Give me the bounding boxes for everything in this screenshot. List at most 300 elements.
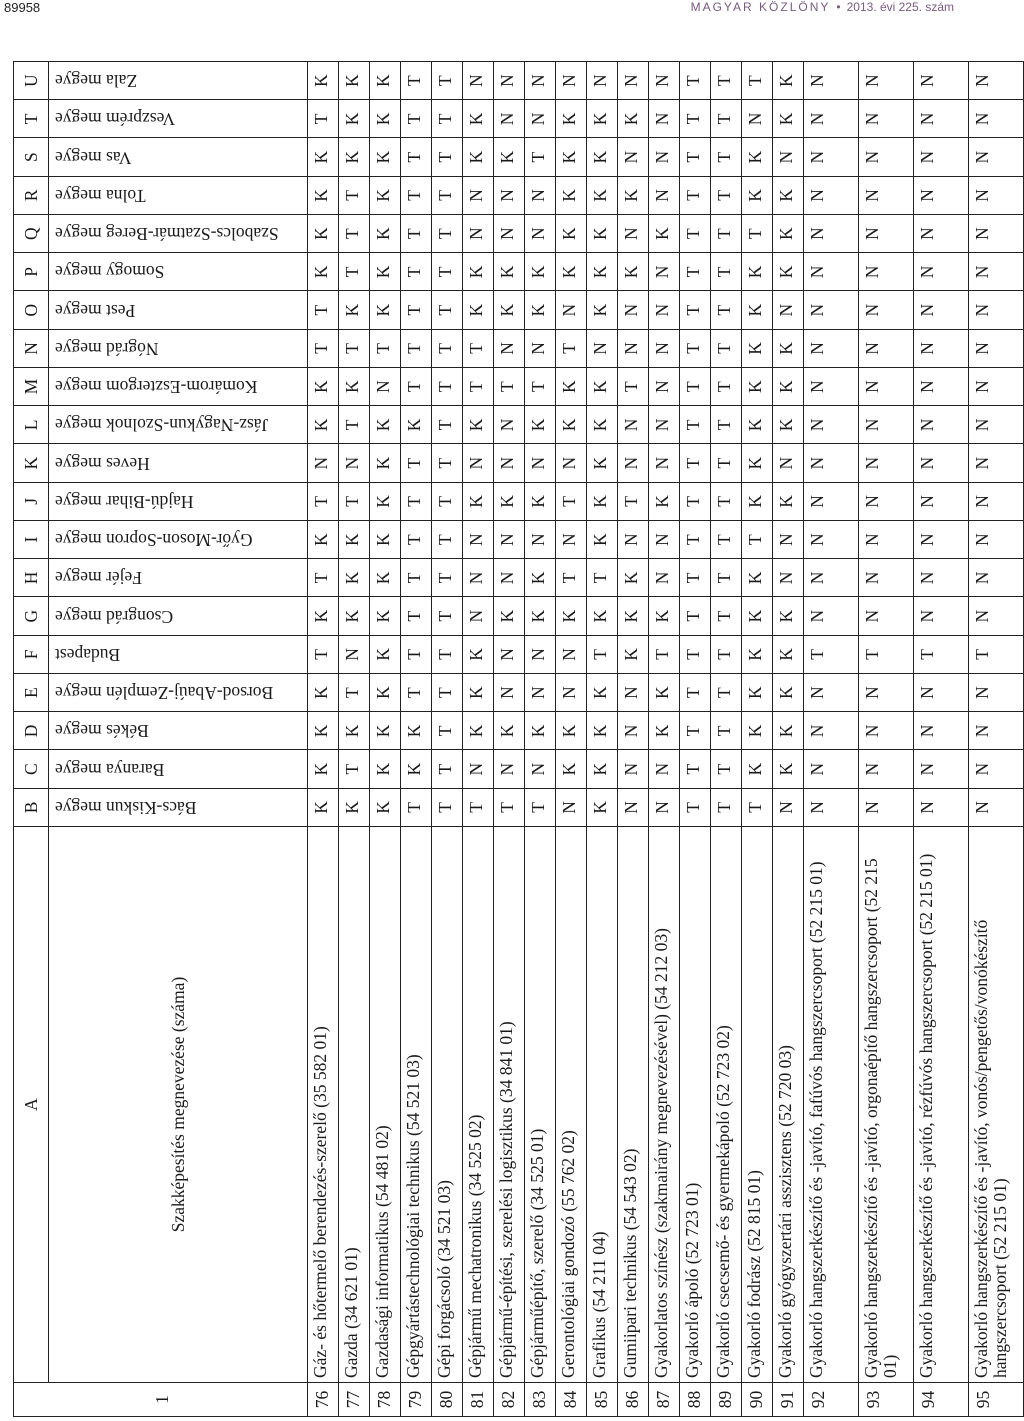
status-cell: N bbox=[463, 521, 494, 559]
county-name: Pest megye bbox=[55, 300, 136, 321]
table-row bbox=[649, 62, 680, 1417]
county-header bbox=[49, 521, 308, 559]
status-cell: T bbox=[401, 138, 432, 176]
county-name: Bács-Kiskun megye bbox=[55, 797, 197, 818]
county-name: Csongrád megye bbox=[55, 606, 174, 627]
status-cell: K bbox=[742, 750, 773, 788]
status-cell: N bbox=[804, 788, 859, 826]
county-name: Zala megye bbox=[55, 71, 138, 92]
status-cell: K bbox=[649, 215, 680, 253]
column-letter: C bbox=[14, 750, 49, 788]
status-cell: N bbox=[525, 635, 556, 673]
status-cell: T bbox=[914, 635, 969, 673]
journal-name: MAGYAR KÖZLÖNY bbox=[690, 0, 831, 14]
status-cell: T bbox=[711, 329, 742, 367]
status-cell: T bbox=[711, 559, 742, 597]
status-cell: T bbox=[711, 788, 742, 826]
column-letter: P bbox=[14, 253, 49, 291]
status-cell: N bbox=[859, 215, 914, 253]
status-cell: K bbox=[308, 788, 339, 826]
status-cell: N bbox=[463, 750, 494, 788]
status-cell: T bbox=[680, 253, 711, 291]
qualification-name: Gépjárműépítő, szerelő (34 525 01) bbox=[525, 827, 556, 1383]
table-row bbox=[339, 62, 370, 1417]
status-cell: N bbox=[525, 750, 556, 788]
status-cell: K bbox=[773, 100, 804, 138]
status-cell: K bbox=[773, 215, 804, 253]
status-cell: T bbox=[587, 635, 618, 673]
status-cell: N bbox=[494, 635, 525, 673]
status-cell: K bbox=[649, 674, 680, 712]
status-cell: T bbox=[711, 674, 742, 712]
county-header bbox=[49, 329, 308, 367]
status-cell: N bbox=[463, 559, 494, 597]
issue-label: 2013. évi 225. szám bbox=[846, 0, 954, 14]
county-name: Vas megye bbox=[55, 147, 132, 168]
status-cell: N bbox=[649, 100, 680, 138]
table-row bbox=[859, 62, 914, 1417]
status-cell: K bbox=[587, 482, 618, 520]
status-cell: N bbox=[742, 100, 773, 138]
county-header bbox=[49, 368, 308, 406]
status-cell: K bbox=[370, 635, 401, 673]
status-cell: N bbox=[969, 559, 1024, 597]
county-name: Somogy megye bbox=[55, 262, 165, 283]
table-row bbox=[587, 62, 618, 1417]
status-cell: N bbox=[525, 62, 556, 100]
status-cell: N bbox=[859, 368, 914, 406]
status-cell: N bbox=[969, 674, 1024, 712]
column-letter: D bbox=[14, 712, 49, 750]
status-cell: K bbox=[556, 138, 587, 176]
status-cell: N bbox=[914, 291, 969, 329]
status-cell: N bbox=[804, 138, 859, 176]
status-cell: N bbox=[618, 62, 649, 100]
column-letter: E bbox=[14, 674, 49, 712]
status-cell: T bbox=[401, 253, 432, 291]
status-cell: T bbox=[711, 138, 742, 176]
status-cell: N bbox=[649, 62, 680, 100]
status-cell: N bbox=[914, 138, 969, 176]
status-cell: N bbox=[308, 444, 339, 482]
status-cell: N bbox=[969, 291, 1024, 329]
qualification-name-header: Szakképesítés megnevezése (száma) bbox=[49, 827, 308, 1383]
status-cell: K bbox=[587, 291, 618, 329]
county-name: Budapest bbox=[55, 644, 121, 665]
status-cell: N bbox=[914, 482, 969, 520]
status-cell: K bbox=[587, 444, 618, 482]
status-cell: T bbox=[711, 291, 742, 329]
column-letter: O bbox=[14, 291, 49, 329]
table-row bbox=[742, 62, 773, 1417]
status-cell: T bbox=[711, 444, 742, 482]
status-cell: N bbox=[494, 444, 525, 482]
status-cell: T bbox=[711, 635, 742, 673]
row-number: 80 bbox=[432, 1383, 463, 1417]
status-cell: K bbox=[308, 712, 339, 750]
status-cell: T bbox=[432, 521, 463, 559]
qualification-name: Gyakorló gyógyszertári asszisztens (52 720 03) bbox=[773, 827, 804, 1383]
status-cell: N bbox=[556, 62, 587, 100]
status-cell: K bbox=[773, 329, 804, 367]
status-cell: K bbox=[401, 750, 432, 788]
status-cell: T bbox=[711, 253, 742, 291]
status-cell: T bbox=[711, 482, 742, 520]
status-cell: N bbox=[804, 482, 859, 520]
status-cell: T bbox=[339, 329, 370, 367]
status-cell: N bbox=[773, 521, 804, 559]
column-letter: R bbox=[14, 176, 49, 214]
qualification-name: Gépjármű mechatronikus (34 525 02) bbox=[463, 827, 494, 1383]
status-cell: N bbox=[804, 291, 859, 329]
row-number: 86 bbox=[618, 1383, 649, 1417]
qualification-name: Gépgyártástechnológiai technikus (54 521 03) bbox=[401, 827, 432, 1383]
status-cell: N bbox=[649, 329, 680, 367]
county-header bbox=[49, 482, 308, 520]
status-cell: N bbox=[618, 329, 649, 367]
status-cell: K bbox=[773, 712, 804, 750]
status-cell: K bbox=[587, 100, 618, 138]
status-cell: T bbox=[680, 444, 711, 482]
status-cell: T bbox=[339, 215, 370, 253]
county-header bbox=[49, 406, 308, 444]
status-cell: N bbox=[463, 176, 494, 214]
status-cell: N bbox=[525, 329, 556, 367]
status-cell: T bbox=[370, 329, 401, 367]
qualification-name: Gyakorló ápoló (52 723 01) bbox=[680, 827, 711, 1383]
status-cell: N bbox=[914, 100, 969, 138]
status-cell: T bbox=[401, 521, 432, 559]
county-name: Békés megye bbox=[55, 721, 149, 742]
status-cell: N bbox=[914, 788, 969, 826]
status-cell: N bbox=[556, 291, 587, 329]
status-cell: K bbox=[308, 176, 339, 214]
table-row bbox=[308, 62, 339, 1417]
county-name: Borsod-Abaúj-Zemplén megye bbox=[55, 683, 274, 704]
qualification-name: Gépi forgácsoló (34 521 03) bbox=[432, 827, 463, 1383]
column-letter: I bbox=[14, 521, 49, 559]
qualification-name: Gyakorló fodrász (52 815 01) bbox=[742, 827, 773, 1383]
county-name: Veszprém megye bbox=[55, 109, 176, 130]
status-cell: N bbox=[969, 138, 1024, 176]
county-header bbox=[49, 253, 308, 291]
status-cell: K bbox=[370, 100, 401, 138]
status-cell: K bbox=[308, 62, 339, 100]
row-number: 85 bbox=[587, 1383, 618, 1417]
qualification-name: Grafikus (54 211 04) bbox=[587, 827, 618, 1383]
status-cell: N bbox=[494, 559, 525, 597]
status-cell: T bbox=[463, 368, 494, 406]
county-name: Győr-Moson-Sopron megye bbox=[55, 530, 253, 551]
status-cell: T bbox=[432, 559, 463, 597]
status-cell: T bbox=[680, 712, 711, 750]
status-cell: K bbox=[339, 291, 370, 329]
status-cell: N bbox=[525, 444, 556, 482]
status-cell: K bbox=[370, 788, 401, 826]
status-cell: N bbox=[914, 559, 969, 597]
status-cell: T bbox=[463, 329, 494, 367]
status-cell: N bbox=[804, 712, 859, 750]
status-cell: T bbox=[680, 674, 711, 712]
status-cell: T bbox=[804, 635, 859, 673]
status-cell: N bbox=[969, 253, 1024, 291]
row-number: 89 bbox=[711, 1383, 742, 1417]
row-number: 90 bbox=[742, 1383, 773, 1417]
status-cell: K bbox=[308, 674, 339, 712]
status-cell: K bbox=[587, 138, 618, 176]
status-cell: K bbox=[618, 635, 649, 673]
status-cell: N bbox=[859, 788, 914, 826]
status-cell: T bbox=[711, 215, 742, 253]
status-cell: K bbox=[587, 521, 618, 559]
row-number: 88 bbox=[680, 1383, 711, 1417]
status-cell: K bbox=[463, 100, 494, 138]
status-cell: N bbox=[914, 674, 969, 712]
status-cell: N bbox=[914, 253, 969, 291]
status-cell: N bbox=[914, 521, 969, 559]
status-cell: K bbox=[339, 597, 370, 635]
status-cell: K bbox=[339, 712, 370, 750]
status-cell: K bbox=[370, 597, 401, 635]
status-cell: K bbox=[556, 215, 587, 253]
status-cell: N bbox=[804, 368, 859, 406]
row-number: 87 bbox=[649, 1383, 680, 1417]
status-cell: T bbox=[742, 521, 773, 559]
status-cell: K bbox=[556, 597, 587, 635]
status-cell: N bbox=[370, 368, 401, 406]
status-cell: T bbox=[308, 100, 339, 138]
county-header bbox=[49, 788, 308, 826]
status-cell: N bbox=[969, 597, 1024, 635]
status-cell: N bbox=[804, 674, 859, 712]
county-name: Nógrád megye bbox=[55, 338, 159, 359]
status-cell: K bbox=[742, 406, 773, 444]
status-cell: N bbox=[914, 597, 969, 635]
status-cell: K bbox=[463, 406, 494, 444]
status-cell: K bbox=[587, 406, 618, 444]
status-cell: N bbox=[914, 712, 969, 750]
row-number: 91 bbox=[773, 1383, 804, 1417]
rotated-table-container bbox=[13, 62, 1010, 1417]
county-header bbox=[49, 750, 308, 788]
status-cell: K bbox=[618, 253, 649, 291]
status-cell: N bbox=[339, 444, 370, 482]
column-letter: S bbox=[14, 138, 49, 176]
county-name: Heves megye bbox=[55, 453, 150, 474]
status-cell: K bbox=[339, 559, 370, 597]
qualification-table bbox=[13, 61, 1024, 1417]
status-cell: T bbox=[401, 176, 432, 214]
status-cell: K bbox=[339, 138, 370, 176]
status-cell: T bbox=[432, 597, 463, 635]
status-cell: N bbox=[859, 482, 914, 520]
status-cell: T bbox=[432, 788, 463, 826]
table-row bbox=[401, 62, 432, 1417]
status-cell: N bbox=[494, 100, 525, 138]
status-cell: K bbox=[308, 750, 339, 788]
status-cell: T bbox=[680, 750, 711, 788]
status-cell: N bbox=[804, 597, 859, 635]
status-cell: T bbox=[556, 329, 587, 367]
status-cell: K bbox=[773, 482, 804, 520]
status-cell: K bbox=[773, 368, 804, 406]
status-cell: K bbox=[587, 215, 618, 253]
status-cell: N bbox=[969, 788, 1024, 826]
status-cell: T bbox=[432, 176, 463, 214]
status-cell: N bbox=[969, 521, 1024, 559]
status-cell: K bbox=[556, 176, 587, 214]
status-cell: K bbox=[773, 674, 804, 712]
status-cell: T bbox=[618, 482, 649, 520]
status-cell: T bbox=[711, 712, 742, 750]
table-row bbox=[914, 62, 969, 1417]
status-cell: N bbox=[773, 138, 804, 176]
status-cell: N bbox=[969, 62, 1024, 100]
county-header bbox=[49, 559, 308, 597]
status-cell: K bbox=[525, 406, 556, 444]
status-cell: N bbox=[649, 176, 680, 214]
status-cell: K bbox=[370, 521, 401, 559]
status-cell: T bbox=[680, 291, 711, 329]
status-cell: T bbox=[432, 712, 463, 750]
status-cell: K bbox=[494, 482, 525, 520]
qualification-name: Gyakorló hangszerkészítő és -javító, rézfúvós hangszercsoport (52 215 01) bbox=[914, 827, 969, 1383]
status-cell: T bbox=[401, 674, 432, 712]
qualification-name: Gyakorló hangszerkészítő és -javító, vonós/pengetős/vonókészítő hangszercsoport (52 215 01) bbox=[969, 827, 1024, 1383]
status-cell: T bbox=[525, 788, 556, 826]
column-letter: Q bbox=[14, 215, 49, 253]
status-cell: T bbox=[711, 62, 742, 100]
status-cell: K bbox=[556, 712, 587, 750]
status-cell: K bbox=[370, 444, 401, 482]
column-letter: J bbox=[14, 482, 49, 520]
status-cell: K bbox=[339, 100, 370, 138]
status-cell: N bbox=[969, 100, 1024, 138]
journal-title bbox=[691, 0, 954, 14]
row-number: 79 bbox=[401, 1383, 432, 1417]
status-cell: N bbox=[525, 100, 556, 138]
status-cell: N bbox=[969, 750, 1024, 788]
county-header-row bbox=[49, 62, 308, 1417]
status-cell: N bbox=[914, 215, 969, 253]
status-cell: N bbox=[804, 406, 859, 444]
status-cell: T bbox=[742, 62, 773, 100]
status-cell: T bbox=[308, 559, 339, 597]
status-cell: T bbox=[711, 368, 742, 406]
status-cell: N bbox=[804, 62, 859, 100]
status-cell: T bbox=[494, 368, 525, 406]
status-cell: T bbox=[401, 329, 432, 367]
status-cell: K bbox=[401, 406, 432, 444]
status-cell: T bbox=[401, 100, 432, 138]
qualification-name: Gerontológiai gondozó (55 762 02) bbox=[556, 827, 587, 1383]
status-cell: K bbox=[308, 597, 339, 635]
status-cell: T bbox=[680, 597, 711, 635]
status-cell: K bbox=[463, 138, 494, 176]
status-cell: N bbox=[859, 406, 914, 444]
row-number: 93 bbox=[859, 1383, 914, 1417]
status-cell: K bbox=[525, 291, 556, 329]
status-cell: N bbox=[804, 100, 859, 138]
status-cell: N bbox=[339, 635, 370, 673]
status-cell: N bbox=[618, 444, 649, 482]
status-cell: N bbox=[859, 100, 914, 138]
status-cell: K bbox=[587, 253, 618, 291]
status-cell: N bbox=[525, 521, 556, 559]
status-cell: K bbox=[370, 559, 401, 597]
status-cell: N bbox=[556, 674, 587, 712]
status-cell: T bbox=[711, 521, 742, 559]
column-letter: T bbox=[14, 100, 49, 138]
status-cell: K bbox=[742, 559, 773, 597]
row-number: 94 bbox=[914, 1383, 969, 1417]
row-number: 82 bbox=[494, 1383, 525, 1417]
county-header bbox=[49, 597, 308, 635]
status-cell: T bbox=[556, 482, 587, 520]
status-cell: N bbox=[649, 406, 680, 444]
status-cell: T bbox=[432, 138, 463, 176]
status-cell: T bbox=[680, 559, 711, 597]
status-cell: K bbox=[370, 291, 401, 329]
status-cell: K bbox=[742, 176, 773, 214]
status-cell: T bbox=[556, 559, 587, 597]
status-cell: N bbox=[618, 406, 649, 444]
qualification-name: Gyakorlatos színész (szakmairány megnevezésével) (54 212 03) bbox=[649, 827, 680, 1383]
status-cell: N bbox=[773, 559, 804, 597]
status-cell: T bbox=[401, 635, 432, 673]
qualification-name: Gyakorló csecsemő- és gyermekápoló (52 723 02) bbox=[711, 827, 742, 1383]
qualification-name: Gyakorló hangszerkészítő és -javító, orgonaépítő hangszercsoport (52 215 01) bbox=[859, 827, 914, 1383]
status-cell: T bbox=[308, 291, 339, 329]
column-letter: U bbox=[14, 62, 49, 100]
status-cell: T bbox=[711, 750, 742, 788]
status-cell: K bbox=[742, 597, 773, 635]
table-row bbox=[969, 62, 1024, 1417]
status-cell: K bbox=[587, 750, 618, 788]
status-cell: N bbox=[914, 750, 969, 788]
status-cell: T bbox=[432, 215, 463, 253]
status-cell: T bbox=[525, 138, 556, 176]
status-cell: K bbox=[773, 253, 804, 291]
qualification-name: Gyakorló hangszerkészítő és -javító, fafúvós hangszercsoport (52 215 01) bbox=[804, 827, 859, 1383]
status-cell: K bbox=[370, 176, 401, 214]
status-cell: K bbox=[308, 406, 339, 444]
status-cell: K bbox=[339, 521, 370, 559]
status-cell: K bbox=[525, 597, 556, 635]
county-header bbox=[49, 62, 308, 100]
status-cell: K bbox=[742, 253, 773, 291]
qualification-name: Gépjármű-építési, szerelési logisztikus (34 841 01) bbox=[494, 827, 525, 1383]
status-cell: T bbox=[432, 62, 463, 100]
county-name: Fejér megye bbox=[55, 568, 142, 589]
status-cell: T bbox=[339, 482, 370, 520]
row-number: 95 bbox=[969, 1383, 1024, 1417]
status-cell: N bbox=[494, 62, 525, 100]
status-cell: N bbox=[494, 406, 525, 444]
status-cell: K bbox=[525, 482, 556, 520]
status-cell: N bbox=[494, 521, 525, 559]
status-cell: N bbox=[914, 444, 969, 482]
table-row bbox=[494, 62, 525, 1417]
status-cell: T bbox=[432, 368, 463, 406]
status-cell: K bbox=[587, 176, 618, 214]
county-header bbox=[49, 291, 308, 329]
status-cell: K bbox=[618, 597, 649, 635]
status-cell: K bbox=[494, 712, 525, 750]
status-cell: T bbox=[680, 406, 711, 444]
column-letter: L bbox=[14, 406, 49, 444]
page-header bbox=[0, 0, 960, 22]
